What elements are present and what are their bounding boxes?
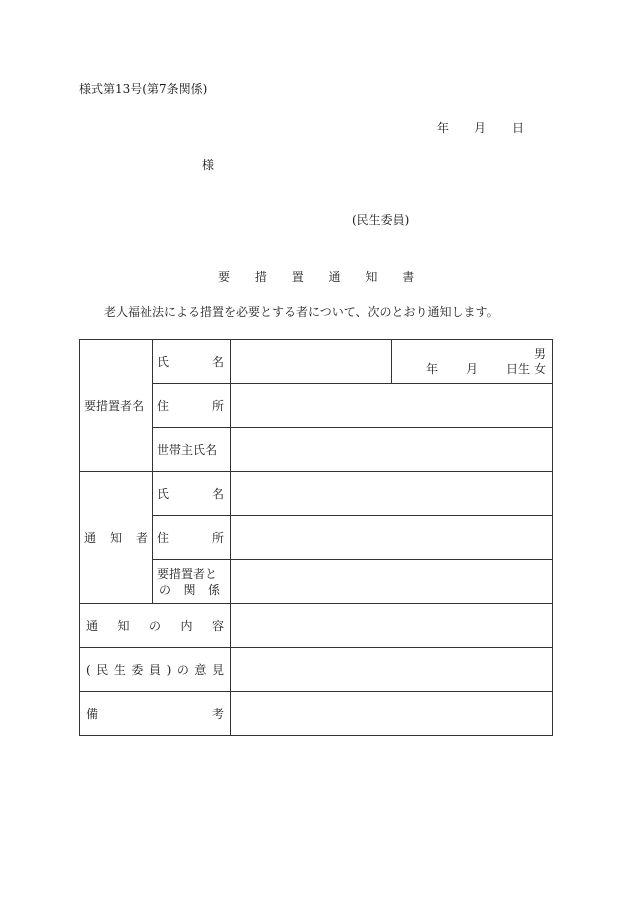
date-year: 年 bbox=[437, 121, 450, 135]
notifier-address-field[interactable] bbox=[231, 516, 553, 560]
subject-address-label: 住 所 bbox=[153, 384, 231, 428]
household-head-label: 世帯主氏名 bbox=[153, 428, 231, 472]
notification-table bbox=[79, 339, 553, 736]
remarks-field[interactable] bbox=[231, 692, 553, 736]
date-day: 日 bbox=[512, 121, 525, 135]
notifier-name-label: 氏 名 bbox=[153, 472, 231, 516]
subject-name-field[interactable] bbox=[231, 340, 392, 384]
sex-male-option[interactable]: 男 bbox=[533, 347, 546, 361]
content-label: 通 知 の 内 容 bbox=[80, 604, 231, 648]
notifier-group-label: 通 知 者 bbox=[80, 472, 153, 604]
addressee-suffix: 様 bbox=[202, 158, 215, 172]
document-title bbox=[218, 268, 414, 285]
form-number: 様式第13号(第7条関係) bbox=[79, 82, 208, 96]
title-char: 置 bbox=[291, 270, 304, 284]
title-char: 要 bbox=[218, 270, 231, 284]
date-line bbox=[437, 119, 524, 136]
content-field[interactable] bbox=[231, 604, 553, 648]
household-head-field[interactable] bbox=[231, 428, 553, 472]
opinion-label: ( 民 生 委 員 ) の 意 見 bbox=[80, 648, 231, 692]
relation-label: 要措置者と の 関 係 bbox=[153, 560, 231, 604]
remarks-label: 備 考 bbox=[80, 692, 231, 736]
title-char: 知 bbox=[365, 270, 378, 284]
birth-date-text: 年 月 日生 bbox=[425, 362, 530, 376]
date-month: 月 bbox=[474, 121, 487, 135]
title-char: 通 bbox=[328, 270, 341, 284]
notifier-name-field[interactable] bbox=[231, 472, 553, 516]
subject-address-field[interactable] bbox=[231, 384, 553, 428]
title-char: 措 bbox=[254, 270, 267, 284]
intro-text: 老人福祉法による措置を必要とする者について、次のとおり通知します。 bbox=[104, 305, 499, 319]
subject-group-label: 要措置者名 bbox=[80, 340, 153, 472]
subject-name-label: 氏 名 bbox=[153, 340, 231, 384]
sex-female-option[interactable]: 女 bbox=[533, 362, 546, 376]
title-char: 書 bbox=[402, 270, 415, 284]
notifier-address-label: 住 所 bbox=[153, 516, 231, 560]
sender-label: (民生委員) bbox=[352, 213, 410, 227]
relation-field[interactable] bbox=[231, 560, 553, 604]
birth-sex-field[interactable] bbox=[392, 340, 553, 384]
opinion-field[interactable] bbox=[231, 648, 553, 692]
